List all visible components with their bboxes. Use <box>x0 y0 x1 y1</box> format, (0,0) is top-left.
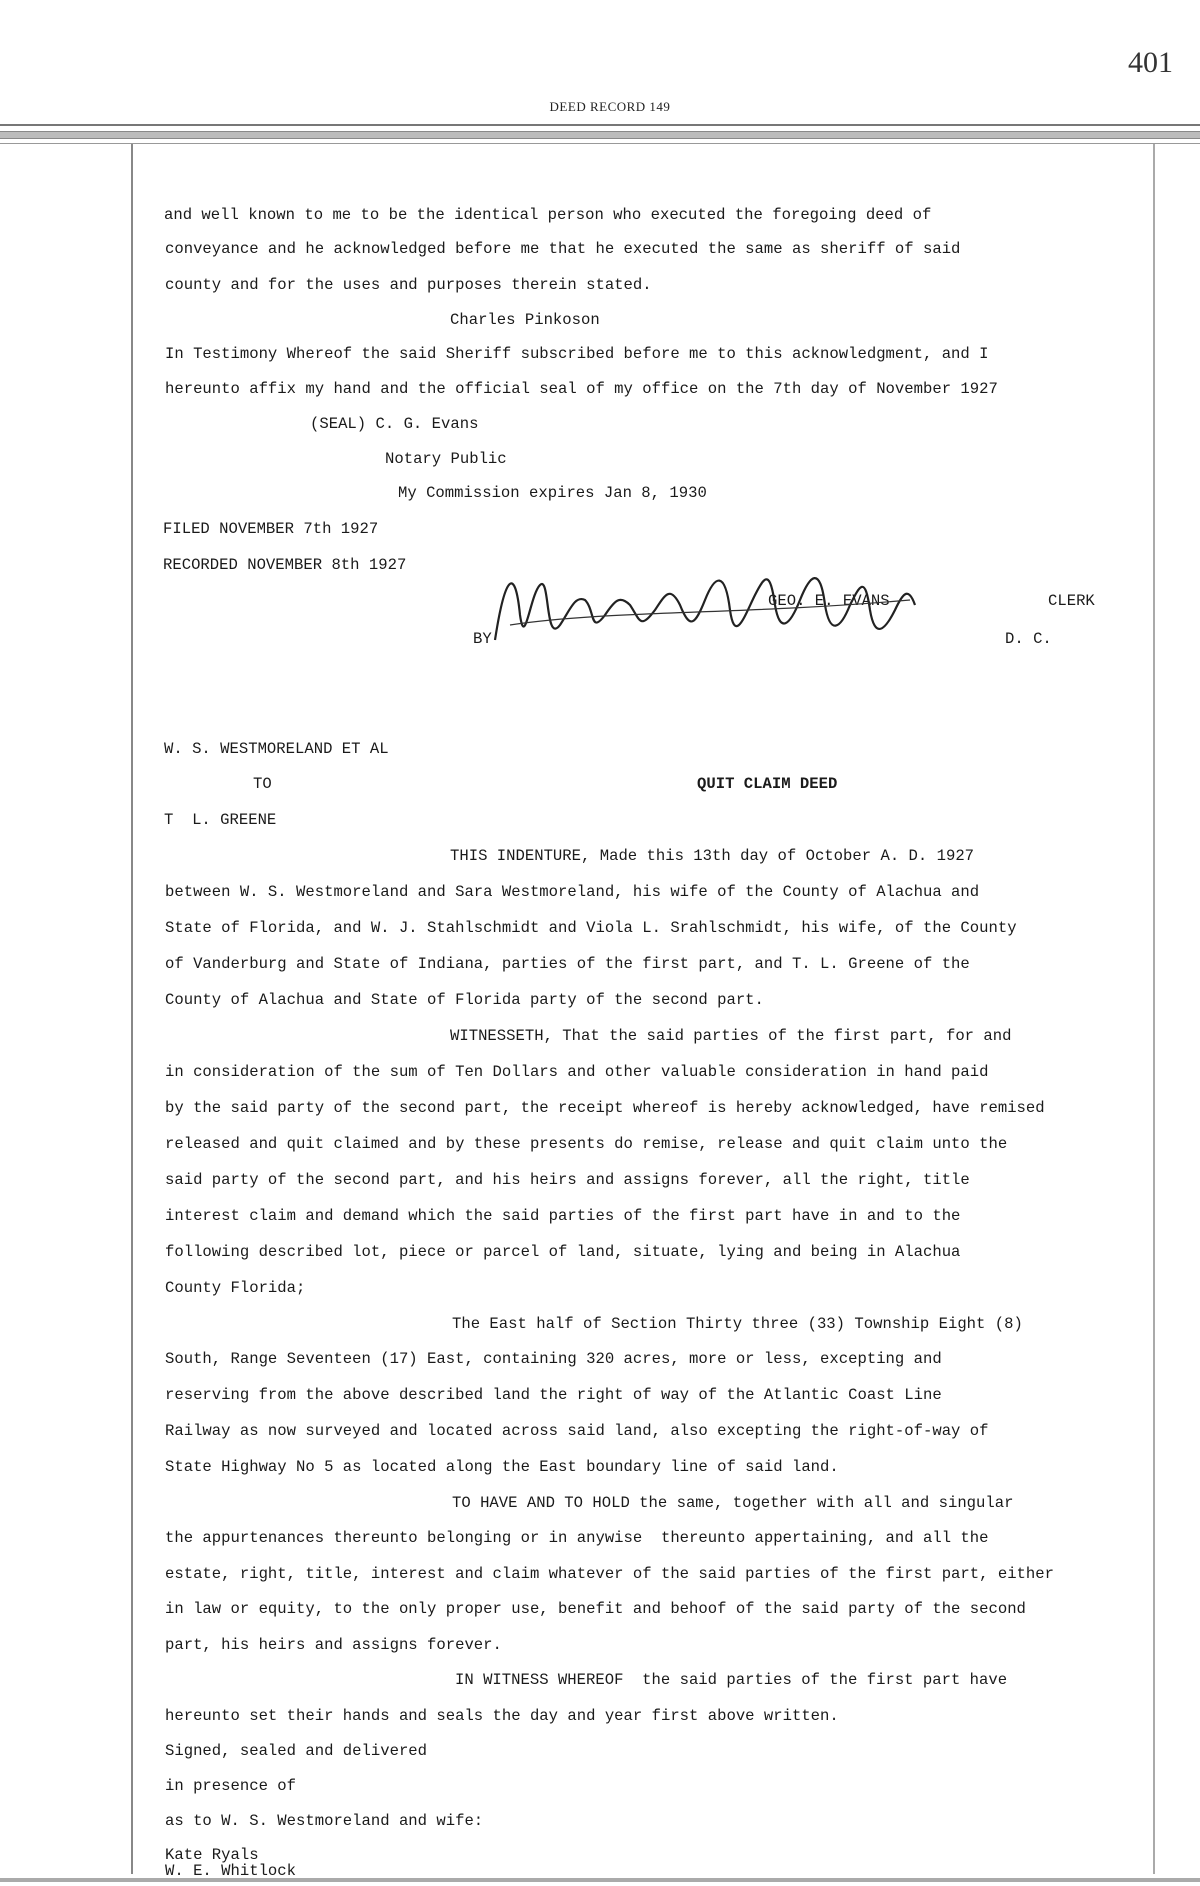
text-line: in consideration of the sum of Ten Dollars and other valuable consideration in hand paid <box>165 1063 989 1081</box>
text-line: hereunto set their hands and seals the day and year first above written. <box>165 1707 839 1725</box>
to-label: TO <box>253 775 272 793</box>
clerk-name: GEO. E. EVANS <box>768 592 890 610</box>
text-line: reserving from the above described land the right of way of the Atlantic Coast Line <box>165 1386 942 1404</box>
text-line: interest claim and demand which the said parties of the first part have in and to the <box>165 1207 961 1225</box>
text-line: the appurtenances thereunto belonging or in anywise thereunto appertaining, and all the <box>165 1529 989 1547</box>
text-line: In Testimony Whereof the said Sheriff subscribed before me to this acknowledgment, and I <box>165 345 989 363</box>
text-line: and well known to me to be the identical person who executed the foregoing deed of <box>164 206 932 224</box>
recorded-date: RECORDED NOVEMBER 8th 1927 <box>163 556 407 574</box>
text-line: conveyance and he acknowledged before me that he executed the same as sheriff of said <box>165 240 961 258</box>
left-margin-line <box>131 144 133 1874</box>
text-line: County Florida; <box>165 1279 306 1297</box>
clerk-title: CLERK <box>1048 592 1095 610</box>
text-line: State Highway No 5 as located along the East boundary line of said land. <box>165 1458 839 1476</box>
text-line: THIS INDENTURE, Made this 13th day of October A. D. 1927 <box>450 847 975 865</box>
notary-title: Notary Public <box>385 450 507 468</box>
grantee-heading: T L. GREENE <box>164 811 277 829</box>
filed-date: FILED NOVEMBER 7th 1927 <box>163 520 379 538</box>
text-line: between W. S. Westmoreland and Sara Westmoreland, his wife of the County of Alachua and <box>165 883 980 901</box>
right-margin-line <box>1153 144 1155 1874</box>
text-line: State of Florida, and W. J. Stahlschmidt and Viola L. Srahlschmidt, his wife, of the County <box>165 919 1017 937</box>
signer-name: Charles Pinkoson <box>450 311 600 329</box>
text-line: The East half of Section Thirty three (33) Township Eight (8) <box>452 1315 1023 1333</box>
header-rule <box>0 124 1200 126</box>
header-rule <box>0 131 1200 139</box>
text-line: part, his heirs and assigns forever. <box>165 1636 502 1654</box>
text-line: Signed, sealed and delivered <box>165 1742 428 1760</box>
grantor-heading: W. S. WESTMORELAND ET AL <box>164 740 389 758</box>
header-rule <box>0 143 1200 144</box>
text-line: Railway as now surveyed and located across said land, also excepting the right-of-way of <box>165 1422 989 1440</box>
text-line: IN WITNESS WHEREOF the said parties of the first part have <box>455 1671 1008 1689</box>
text-line: as to W. S. Westmoreland and wife: <box>165 1812 484 1830</box>
page-number: 401 <box>1128 46 1173 79</box>
text-line: hereunto affix my hand and the official seal of my office on the 7th day of November 1927 <box>165 380 998 398</box>
text-line: county and for the uses and purposes therein stated. <box>165 276 652 294</box>
text-line: following described lot, piece or parcel of land, situate, lying and being in Alachua <box>165 1243 961 1261</box>
notary-name: (SEAL) C. G. Evans <box>310 415 479 433</box>
text-line: South, Range Seventeen (17) East, containing 320 acres, more or less, excepting and <box>165 1350 942 1368</box>
witness-name: W. E. Whitlock <box>165 1862 297 1880</box>
text-line: in presence of <box>165 1777 297 1795</box>
deputy-clerk-label: D. C. <box>1005 630 1052 648</box>
document-title: QUIT CLAIM DEED <box>697 775 838 793</box>
text-line: in law or equity, to the only proper use, benefit and behoof of the said party of the second <box>165 1600 1026 1618</box>
text-line: by the said party of the second part, the receipt whereof is hereby acknowledged, have remised <box>165 1099 1045 1117</box>
witness-name: Kate Ryals <box>165 1846 259 1864</box>
commission-expiry: My Commission expires Jan 8, 1930 <box>398 484 707 502</box>
text-line: TO HAVE AND TO HOLD the same, together with all and singular <box>452 1494 1014 1512</box>
text-line: released and quit claimed and by these presents do remise, release and quit claim unto the <box>165 1135 1008 1153</box>
handwritten-signature <box>490 555 930 665</box>
text-line: estate, right, title, interest and claim whatever of the said parties of the first part, either <box>165 1565 1054 1583</box>
text-line: WITNESSETH, That the said parties of the first part, for and <box>450 1027 1012 1045</box>
record-header: DEED RECORD 149 <box>549 99 671 114</box>
text-line: of Vanderburg and State of Indiana, parties of the first part, and T. L. Greene of the <box>165 955 970 973</box>
text-line: County of Alachua and State of Florida party of the second part. <box>165 991 764 1009</box>
text-line: said party of the second part, and his heirs and assigns forever, all the right, title <box>165 1171 970 1189</box>
by-label: BY <box>473 630 492 648</box>
